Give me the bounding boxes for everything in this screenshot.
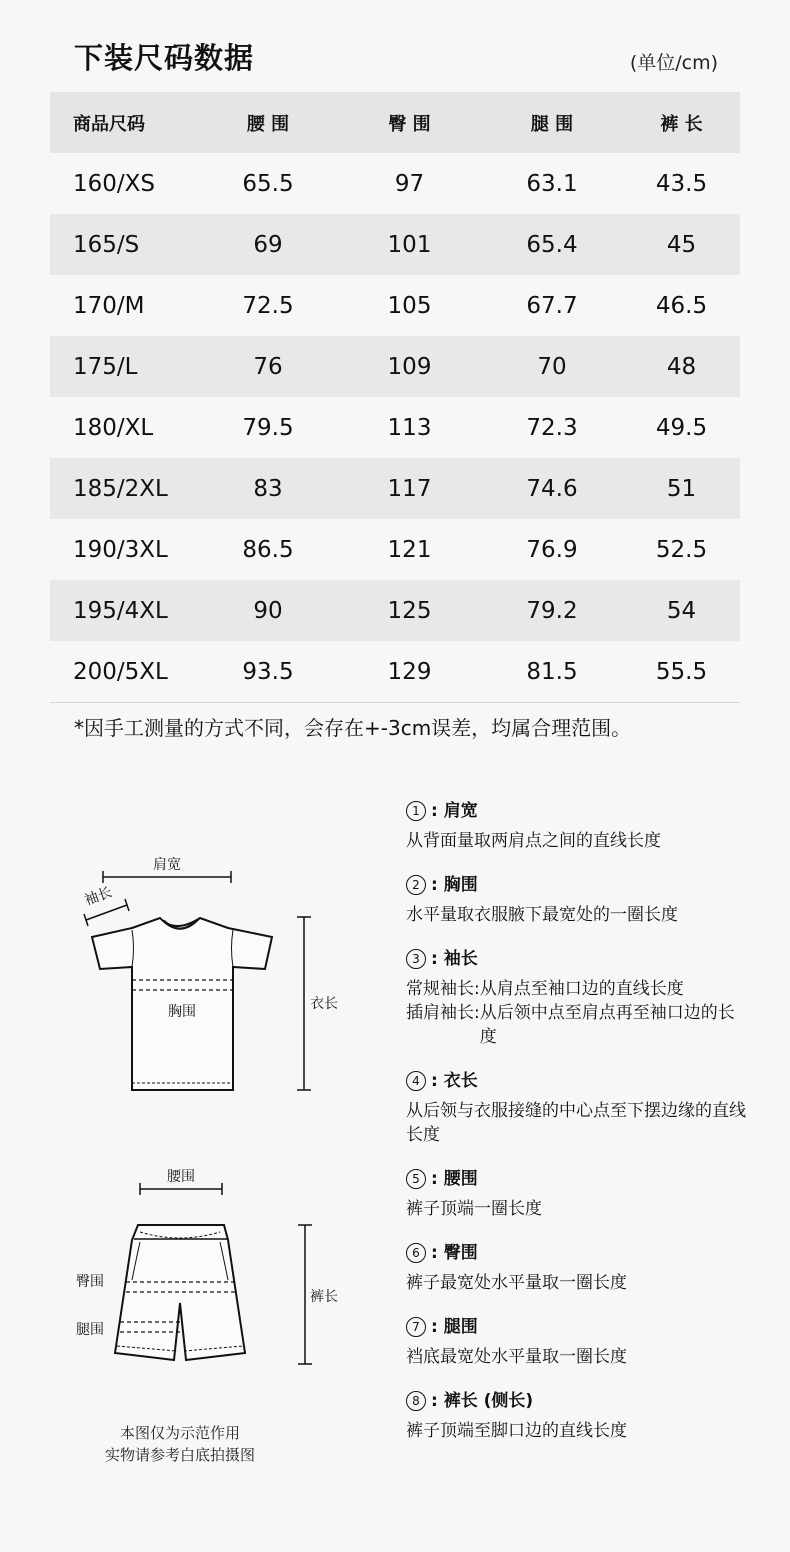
table-cell: 90 [253,597,283,624]
definition-line: 裤子顶端一圈长度 [406,1199,542,1219]
label-sleeve: 袖长 [82,884,115,909]
table-cell: 83 [253,475,283,502]
table-row [50,397,740,458]
size-table [50,92,740,703]
circled-number-icon: 5 [406,1169,426,1189]
definition-title-text: : 胸围 [431,875,478,895]
circled-number-icon: 4 [406,1071,426,1091]
table-cell: 113 [387,414,432,441]
definition-sub-line [406,1001,746,1049]
table-cell: 67.7 [526,292,578,319]
table-header-row [50,92,740,153]
table-row [50,336,740,397]
definition-line: 从背面量取两肩点之间的直线长度 [406,831,661,851]
definition-sub-text: 从后领中点至肩点再至袖口边的长度 [479,1003,735,1047]
header-hip: 臀 围 [388,113,431,135]
table-cell: 46.5 [655,292,708,319]
header-length: 裤 长 [660,113,703,135]
table-cell: 76.9 [526,536,578,563]
table-cell: 175/L [73,353,138,380]
label-hip: 臀围 [76,1274,104,1290]
table-cell: 69 [253,231,283,258]
table-cell: 79.5 [242,414,294,441]
table-cell: 70 [537,353,567,380]
table-cell: 55.5 [655,658,708,685]
definition-item [406,1168,746,1221]
table-cell: 49.5 [655,414,708,441]
table-cell: 97 [394,170,425,197]
definition-body [406,1099,746,1147]
definition-sub-label: 常规袖长: [406,979,480,999]
table-row [50,458,740,519]
definition-item [406,948,746,1049]
definition-body [406,903,746,927]
definition-line: 裤子顶端至脚口边的直线长度 [406,1421,627,1441]
header-waist: 腰 围 [246,113,290,135]
definition-line: 水平量取衣服腋下最宽处的一圈长度 [406,905,678,925]
definition-line: 从后领与衣服接缝的中心点至下摆边缘的直线长度 [406,1101,746,1145]
label-waist: 腰围 [167,1169,195,1185]
label-shorts-length: 裤长 [310,1289,338,1305]
table-cell: 48 [666,353,697,380]
header-size: 商品尺码 [73,113,145,135]
tshirt-diagram [84,871,311,1090]
caption-line-2: 实物请参考白底拍摄图 [104,1446,255,1464]
table-cell: 74.6 [526,475,578,502]
definition-item [406,800,746,853]
definition-item [406,1316,746,1369]
table-cell: 86.5 [242,536,294,563]
table-cell: 54 [666,597,697,624]
shorts-diagram [115,1183,312,1364]
circled-number-icon: 6 [406,1243,426,1263]
page-title: 下装尺码数据 [74,41,255,75]
garment-diagram [60,840,360,1400]
table-row [50,153,740,214]
table-cell: 129 [387,658,432,685]
header-thigh: 腿 围 [530,113,574,135]
definition-title-text: : 袖长 [431,949,478,969]
table-cell: 81.5 [526,658,578,685]
table-cell: 79.2 [526,597,578,624]
definition-body [406,1419,746,1443]
table-cell: 200/5XL [73,658,168,685]
table-cell: 160/XS [73,170,156,197]
table-cell: 121 [387,536,432,563]
table-cell: 93.5 [242,658,294,685]
table-cell: 72.3 [526,414,578,441]
table-cell: 52.5 [655,536,708,563]
table-cell: 165/S [73,231,140,258]
definition-item [406,874,746,927]
table-bottom-rule [50,702,740,703]
table-cell: 125 [387,597,432,624]
definition-item [406,1070,746,1147]
table-row [50,214,740,275]
definition-title [406,874,746,896]
definition-body [406,1271,746,1295]
definition-title [406,1390,746,1412]
table-cell: 105 [387,292,432,319]
table-cell: 195/4XL [73,597,168,624]
table-cell: 65.5 [242,170,294,197]
table-row [50,580,740,641]
definition-body [406,977,746,1049]
label-thigh: 腿围 [76,1322,104,1338]
definition-sub-line [406,977,746,1001]
definition-sub-label: 插肩袖长: [406,1003,480,1023]
circled-number-icon: 8 [406,1391,426,1411]
circled-number-icon: 7 [406,1317,426,1337]
table-cell: 185/2XL [73,475,168,502]
table-cell: 180/XL [73,414,154,441]
definition-body [406,1197,746,1221]
definition-body [406,829,746,853]
definition-line: 裆底最宽处水平量取一圈长度 [406,1347,627,1367]
definition-title-text: : 腰围 [431,1169,478,1189]
label-chest: 胸围 [168,1004,196,1020]
table-cell: 65.4 [526,231,578,258]
diagram-caption [80,1422,280,1466]
table-cell: 190/3XL [73,536,168,563]
table-row [50,641,740,702]
definition-body [406,1345,746,1369]
definition-title [406,1070,746,1092]
circled-number-icon: 1 [406,801,426,821]
definition-title [406,1168,746,1190]
table-cell: 51 [666,475,697,502]
table-cell: 109 [387,353,432,380]
label-tshirt-length: 衣长 [310,996,338,1012]
definition-title-text: : 腿围 [431,1317,478,1337]
table-cell: 117 [387,475,432,502]
label-shoulder: 肩宽 [153,857,181,873]
table-cell: 76 [253,353,283,380]
definition-item [406,1390,746,1443]
measurement-definitions [406,800,746,1464]
table-cell: 63.1 [526,170,578,197]
table-cell: 72.5 [242,292,294,319]
table-cell: 170/M [73,292,145,319]
circled-number-icon: 2 [406,875,426,895]
table-cell: 43.5 [655,170,708,197]
circled-number-icon: 3 [406,949,426,969]
unit-label: (单位/cm) [629,52,718,74]
table-row [50,275,740,336]
caption-line-1: 本图仅为示范作用 [119,1424,240,1442]
definition-title [406,1242,746,1264]
measurement-note: *因手工测量的方式不同，会存在+-3cm误差，均属合理范围。 [74,716,632,740]
definition-item [406,1242,746,1295]
table-cell: 45 [666,231,697,258]
definition-title [406,1316,746,1338]
definition-title-text: : 臀围 [431,1243,478,1263]
definition-sub-text: 从肩点至袖口边的直线长度 [479,979,684,999]
definition-title-text: : 裤长 (侧长) [431,1391,534,1411]
definition-title-text: : 衣长 [431,1071,478,1091]
definition-title [406,948,746,970]
table-cell: 101 [387,231,432,258]
definition-title [406,800,746,822]
table-row [50,519,740,580]
definition-title-text: : 肩宽 [431,801,478,821]
definition-line: 裤子最宽处水平量取一圈长度 [406,1273,627,1293]
